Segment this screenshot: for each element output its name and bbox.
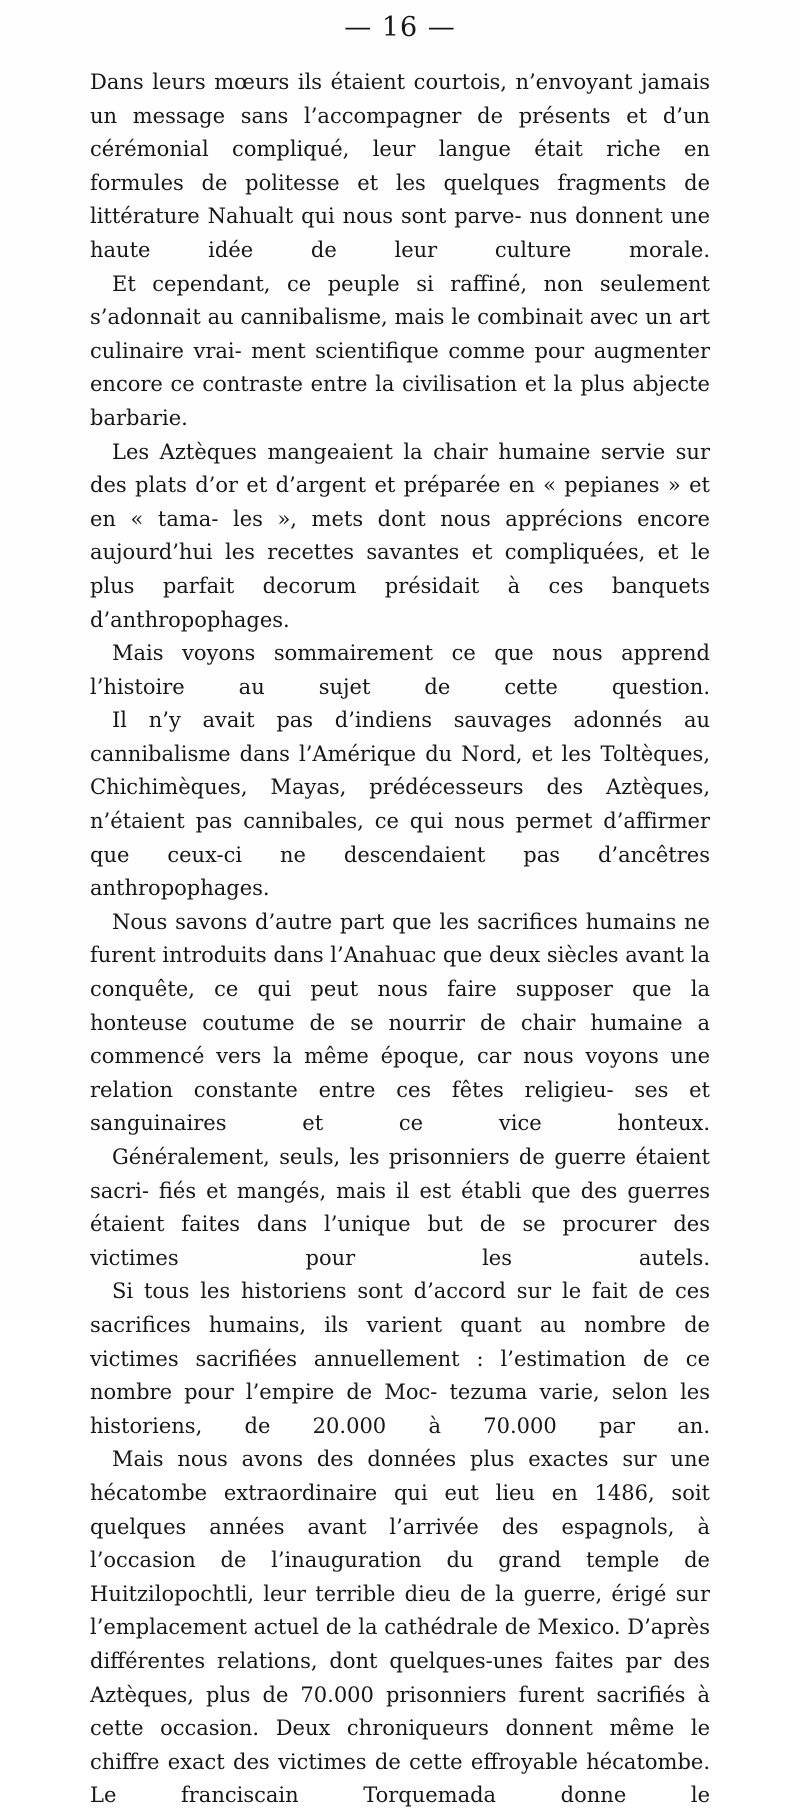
body-text	[90, 66, 710, 1813]
paragraph: Et cependant, ce peuple si raffiné, non seulement s’adonnait au cannibalisme, mais le combinait avec un art culinaire vrai- ment scientifique comme pour augmenter encore ce contraste entre la civilisation et la plus abjecte barbarie.	[90, 271, 710, 430]
paragraph: Il n’y avait pas d’indiens sauvages adonnés au cannibalisme dans l’Amérique du Nord, et les Toltèques, Chichimèques, Mayas, prédécesseurs des Aztèques, n’étaient pas cannibales, ce qui nous permet d’affirmer que ceux-ci ne descendaient pas d’ancêtres anthropophages.	[90, 708, 710, 901]
paragraph: Mais nous avons des données plus exactes sur une hécatombe extraordinaire qui eut lieu en 1486, soit quelques années avant l’arrivée des espagnols, à l’occasion de l’inauguration du grand temple de Huitzilopochtli, leur terrible dieu de la guerre, érigé sur l’emplacement actuel de la cathédrale de Mexico. D’après différentes relations, dont quelques-unes faites par des Aztèques, plus de 70.000 prisonniers furent sacrifiés à cette occasion. Deux chroniqueurs donnent même le chiffre exact des victimes de cette effroyable hécatombe. Le franciscain Torquemada donne le	[90, 1447, 710, 1808]
paragraph: Si tous les historiens sont d’accord sur le fait de ces sacrifices humains, ils varient quant au nombre de victimes sacrifiées annuellement : l’estimation de ce nombre pour l’empire de Moc- tezuma varie, selon les historiens, de 20.000 à 70.000 par an.	[90, 1279, 710, 1438]
paragraph: Nous savons d’autre part que les sacrifices humains ne furent introduits dans l’Anahuac que deux siècles avant la conquête, ce qui peut nous faire supposer que la honteuse coutume de se nourrir de chair humaine a commencé vers la même époque, car nous voyons une relation constante entre ces fêtes religieu- ses et sanguinaires et ce vice honteux.	[90, 909, 710, 1136]
paragraph: Généralement, seuls, les prisonniers de guerre étaient sacri- fiés et mangés, mais il est établi que des guerres étaient faites dans l’unique but de se procurer des victimes pour les autels.	[90, 1145, 710, 1270]
page-number: — 16 —	[344, 12, 456, 43]
paragraph: Les Aztèques mangeaient la chair humaine servie sur des plats d’or et d’argent et préparée en « pepianes » et en « tama- les », mets dont nous apprécions encore aujourd’hui les recettes savantes et compliquées, et le plus parfait decorum présidait à ces banquets d’anthropophages.	[90, 439, 710, 632]
paragraph: Mais voyons sommairement ce que nous apprend l’histoire au sujet de cette question.	[90, 641, 710, 699]
paragraph: Dans leurs mœurs ils étaient courtois, n’envoyant jamais un message sans l’accompagner de présents et d’un cérémonial compliqué, leur langue était riche en formules de politesse et les quelques fragments de littérature Nahualt qui nous sont parve- nus donnent une haute idée de leur culture morale.	[90, 70, 710, 262]
